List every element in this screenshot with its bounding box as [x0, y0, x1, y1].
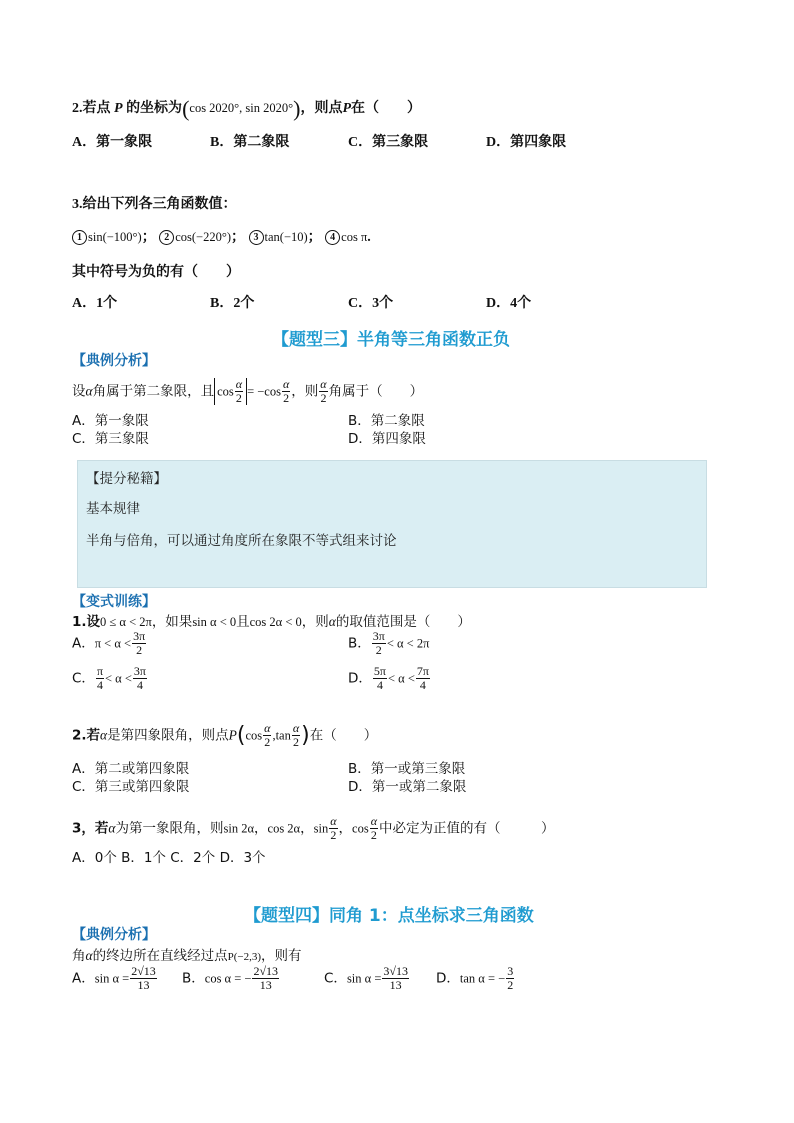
practice2-stem: 2.若α是第四象限角，则点P(cos $\frac{\alpha}{2}$ ,tan $\frac{\alpha}{2}$ )在（ ） [72, 721, 378, 749]
section3-example-label: 【典例分析】 [72, 353, 156, 369]
practice2-option-b: B．第一或第三象限 [348, 761, 466, 777]
practice1-stem: 1.设0 ≤ α < 2π，如果sin α < 0且cos 2α < 0，则α的取值范围是（ ） [72, 614, 471, 630]
practice2-option-a: A．第二或第四象限 [72, 761, 190, 777]
q2-option-b: B．第二象限 [210, 135, 290, 150]
q3-option-a: A．1个 [72, 296, 118, 311]
section3-title: 【题型三】半角等三角函数正负 [272, 330, 510, 350]
section4-option-d: D．tan α = − $\frac{3}{2}$ [436, 964, 514, 992]
q2-option-c: C．第三象限 [348, 135, 429, 150]
practice1-option-b: B． $\frac{3\pi}{2}$ < α < 2π [348, 629, 430, 657]
tip-box [77, 460, 707, 588]
section4-option-c: C．sin α = $\frac{3√13}{13}$ [324, 964, 408, 992]
section4-title: 【题型四】同角 1：点坐标求三角函数 [244, 906, 534, 926]
q3-question: 其中符号为负的有（ ） [72, 265, 240, 280]
q3-option-b: B．2个 [210, 296, 255, 311]
section3-option-d: D．第四象限 [348, 431, 426, 447]
section3-example-stem: 设α角属于第二象限，且 cos $\frac{\alpha}{2}$ = −cos $\frac{\alpha}{2}$ ，则 $\frac{\alpha}{2}$ 角属于（ ） [72, 377, 424, 405]
practice1-option-a: A．π < α < $\frac{3\pi}{2}$ [72, 629, 146, 657]
q3-items: 1 sin(−100°)； 2 cos(−220°)； 3 tan(−10)； 4 cos π. [72, 226, 371, 246]
practice2-option-d: D．第一或第二象限 [348, 779, 467, 795]
tip-line-1: 基本规律 [86, 501, 140, 517]
practice2-option-c: C．第三或第四象限 [72, 779, 190, 795]
tip-line-2: 半角与倍角，可以通过角度所在象限不等式组来讨论 [86, 533, 397, 549]
q2-option-d: D．第四象限 [486, 135, 567, 150]
q3-option-c: C．3个 [348, 296, 394, 311]
section3-option-c: C．第三象限 [72, 431, 149, 447]
section3-option-a: A．第一象限 [72, 413, 149, 429]
section4-option-b: B．cos α = − $\frac{2√13}{13}$ [182, 964, 279, 992]
practice1-option-d: D． $\frac{5\pi}{4}$ < α < $\frac{7\pi}{4}$ [348, 664, 429, 692]
q2-stem: 2.若点 P 的坐标为(cos 2020°, sin 2020°)，则点P在（ ） [72, 96, 422, 121]
q3-option-d: D．4个 [486, 296, 532, 311]
section4-stem: 角α的终边所在直线经过点P(−2,3)，则有 [72, 948, 302, 964]
section4-example-label: 【典例分析】 [72, 927, 156, 943]
tip-label: 【提分秘籍】 [86, 471, 167, 487]
q3-title: 3.给出下列各三角函数值： [72, 197, 237, 212]
practice-label: 【变式训练】 [72, 594, 156, 610]
practice3-options: A．0个 B．1个 C．2个 D．3个 [72, 850, 266, 866]
practice3-stem: 3，若α为第一象限角，则sin 2α，cos 2α，sin $\frac{\alpha}{2}$ ，cos $\frac{\alpha}{2}$ 中必定为正值的有（ ） [72, 814, 555, 842]
practice1-option-c: C． $\frac{\pi}{4}$ < α < $\frac{3\pi}{4}$ [72, 664, 146, 692]
section4-option-a: A．sin α = $\frac{2√13}{13}$ [72, 964, 156, 992]
q2-option-a: A．第一象限 [72, 135, 153, 150]
section3-option-b: B．第二象限 [348, 413, 425, 429]
